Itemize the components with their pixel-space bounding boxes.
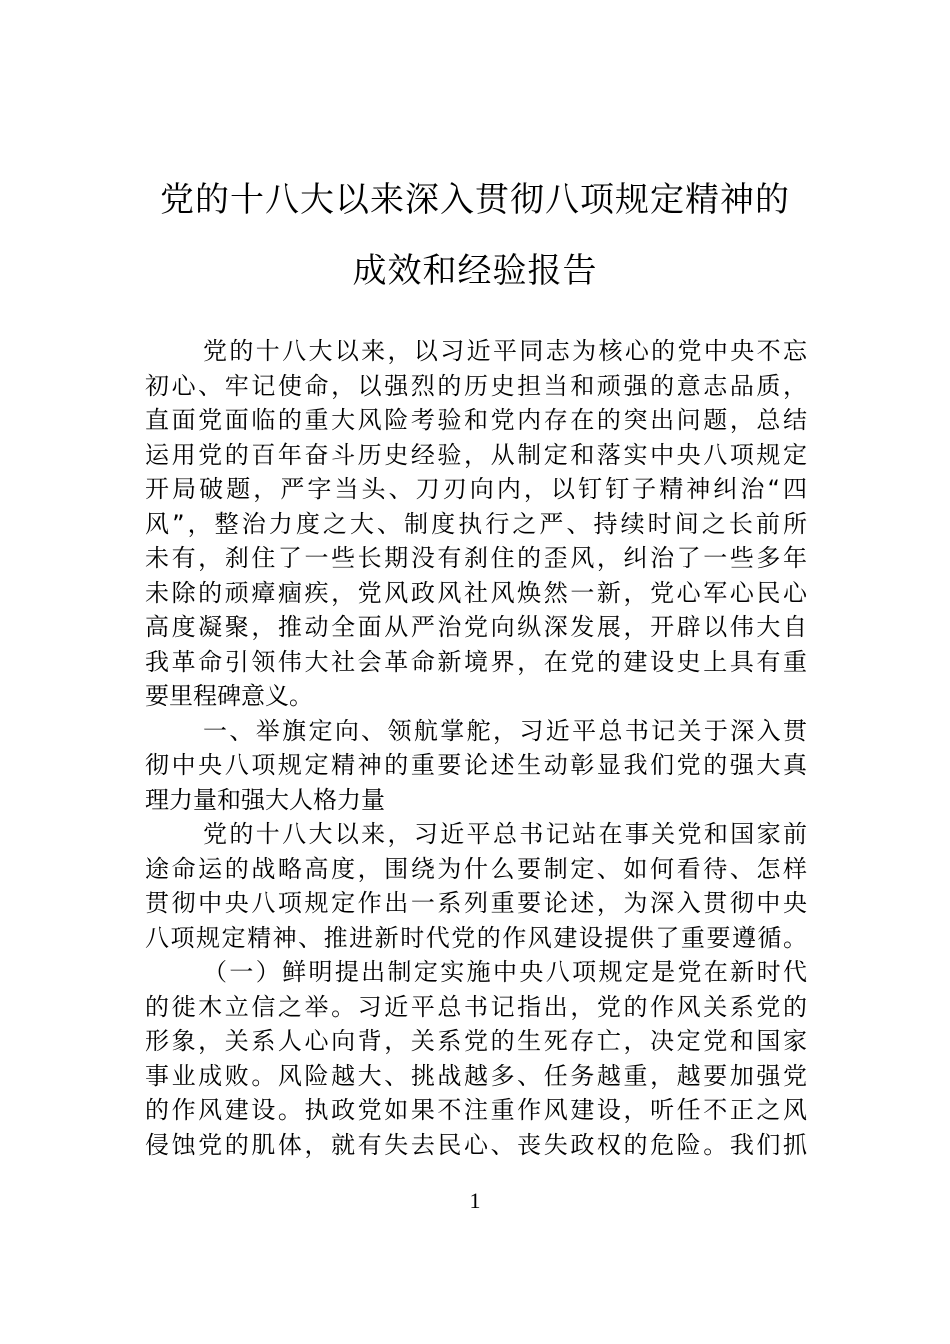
text-line: 未除的顽瘴痼疾，党风政风社风焕然一新，党心军心民心 <box>145 578 807 607</box>
document-title-line-2: 成效和经验报告 <box>352 251 598 291</box>
text-line: 要里程碑意义。 <box>145 682 313 710</box>
text-line: 党的十八大以来，以习近平同志为核心的党中央不忘 <box>203 337 807 365</box>
text-line: 的徙木立信之举。习近平总书记指出，党的作风关系党的 <box>145 992 807 1021</box>
text-line: 途命运的战略高度，围绕为什么要制定、如何看待、怎样 <box>145 854 807 883</box>
text-line: 一、举旗定向、领航掌舵，习近平总书记关于深入贯 <box>203 716 807 745</box>
text-line: 开局破题，严字当头、刀刃向内，以钉钉子精神纠治“四 <box>145 475 807 503</box>
text-line: 风”，整治力度之大、制度执行之严、持续时间之长前所 <box>145 509 807 538</box>
text-line: 侵蚀党的肌体，就有失去民心、丧失政权的危险。我们抓 <box>145 1130 807 1159</box>
text-line: 高度凝聚，推动全面从严治党向纵深发展，开辟以伟大自 <box>145 613 807 641</box>
text-line: 贯彻中央八项规定作出一系列重要论述，为深入贯彻中央 <box>145 889 807 917</box>
text-line: 运用党的百年奋斗历史经验，从制定和落实中央八项规定 <box>145 440 807 469</box>
text-line: 我革命引领伟大社会革命新境界，在党的建设史上具有重 <box>145 647 807 676</box>
section-1-paragraph <box>145 817 807 955</box>
section-heading-1 <box>145 714 807 818</box>
text-line: 未有，刹住了一些长期没有刹住的歪风，纠治了一些多年 <box>145 544 807 572</box>
text-line: 初心、牢记使命，以强烈的历史担当和顽强的意志品质， <box>145 371 807 400</box>
text-line: （一）鲜明提出制定实施中央八项规定是党在新时代 <box>203 958 807 986</box>
intro-paragraph <box>145 334 807 714</box>
text-line: 直面党面临的重大风险考验和党内存在的突出问题，总结 <box>145 406 807 434</box>
text-line: 事业成败。风险越大、挑战越多、任务越重，越要加强党 <box>145 1061 807 1090</box>
text-line: 形象，关系人心向背，关系党的生死存亡，决定党和国家 <box>145 1027 807 1055</box>
text-line: 的作风建设。执政党如果不注重作风建设，听任不正之风 <box>145 1096 807 1124</box>
text-line: 党的十八大以来，习近平总书记站在事关党和国家前 <box>203 820 807 848</box>
text-line: 理力量和强大人格力量 <box>145 785 385 814</box>
document-body <box>145 334 807 1162</box>
text-line: 八项规定精神、推进新时代党的作风建设提供了重要遵循。 <box>145 923 807 952</box>
document-title-line-1: 党的十八大以来深入贯彻八项规定精神的 <box>160 180 790 220</box>
page-number: 1 <box>469 1188 481 1213</box>
text-line: 彻中央八项规定精神的重要论述生动彰显我们党的强大真 <box>145 751 807 779</box>
subsection-1-paragraph <box>145 955 807 1162</box>
